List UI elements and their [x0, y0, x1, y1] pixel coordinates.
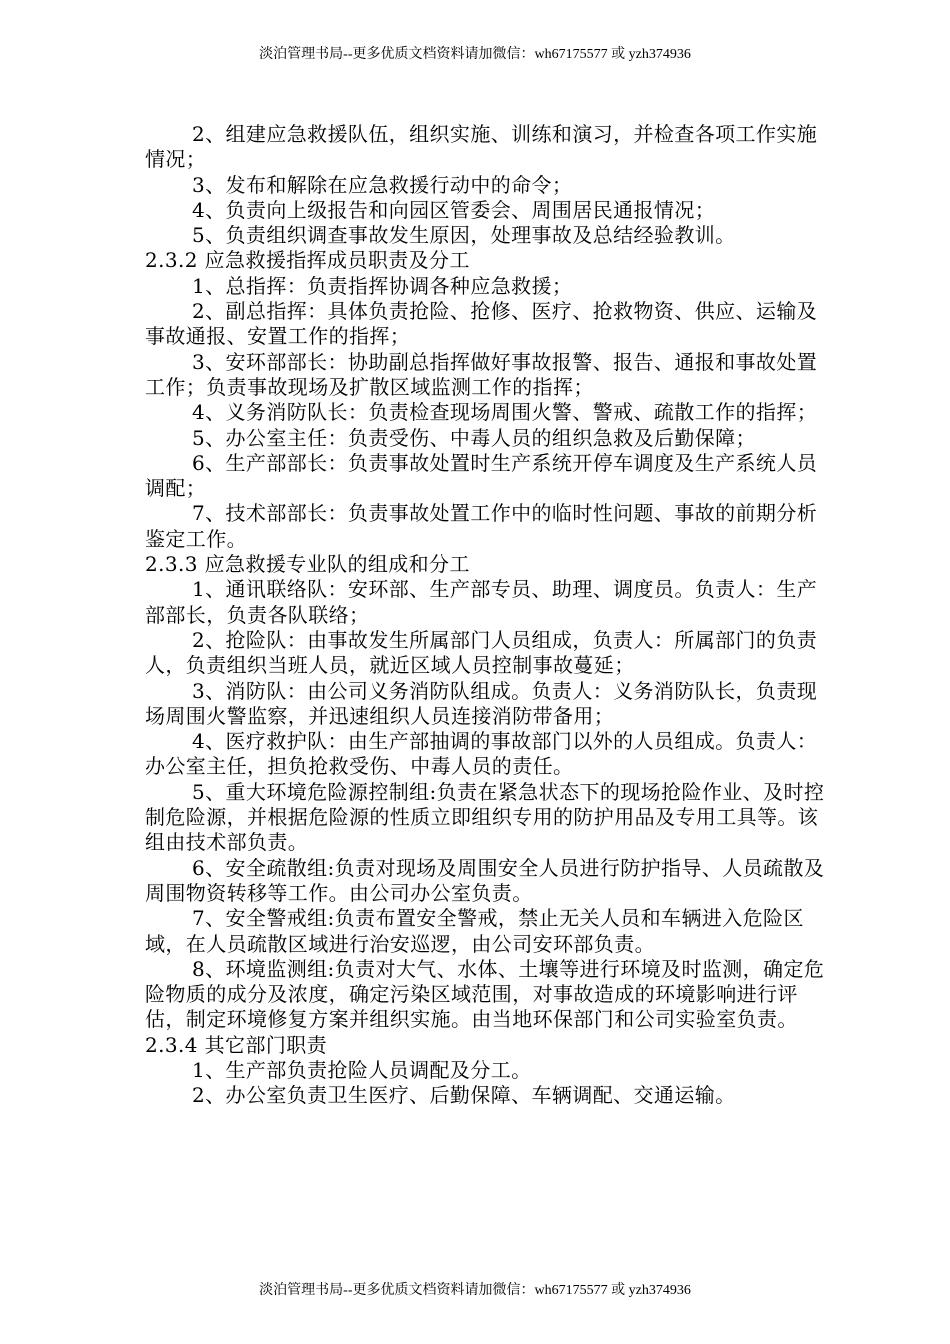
paragraph: 1、通讯联络队：安环部、生产部专员、助理、调度员。负责人：生产部部长，负责各队联络； — [145, 577, 818, 627]
paragraph: 2、抢险队：由事故发生所属部门人员组成，负责人：所属部门的负责人，负责组织当班人员，就近区域人员控制事故蔓延； — [145, 627, 818, 678]
section-heading: 2.3.4 其它部门职责 — [145, 1032, 328, 1057]
paragraph: 2、组建应急救援队伍，组织实施、训练和演习，并检查各项工作实施情况； — [145, 122, 818, 172]
paragraph: 2、副总指挥：具体负责抢险、抢修、医疗、抢救物资、供应、运输及事故通报、安置工作的指挥； — [145, 299, 818, 349]
section-heading: 2.3.3 应急救援专业队的组成和分工 — [145, 552, 470, 577]
paragraph: 1、生产部负责抢险人员调配及分工。 — [192, 1057, 532, 1082]
paragraph: 1、总指挥：负责指挥协调各种应急救援； — [192, 273, 573, 298]
page-footer: 淡泊管理书局--更多优质文档资料请加微信：wh67175577 或 yzh374936 — [259, 1283, 691, 1298]
paragraph: 5、办公室主任：负责受伤、中毒人员的组织急救及后勤保障； — [192, 425, 756, 450]
paragraph: 2、办公室负责卫生医疗、后勤保障、车辆调配、交通运输。 — [192, 1083, 736, 1108]
paragraph: 4、医疗救护队：由生产部抽调的事故部门以外的人员组成。负责人：办公室主任，担负抢救受伤、中毒人员的责任。 — [145, 729, 818, 779]
paragraph: 3、安环部部长：协助副总指挥做好事故报警、报告、通报和事故处置工作；负责事故现场及扩散区域监测工作的指挥； — [145, 349, 818, 399]
paragraph: 7、技术部部长：负责事故处置工作中的临时性问题、事故的前期分析鉴定工作。 — [145, 501, 818, 551]
paragraph: 5、重大环境危险源控制组:负责在紧急状态下的现场抢险作业、及时控制危险源，并根据危险源的性质立即组织专用的防护用品及专用工具等。该组由技术部负责。 — [145, 779, 825, 855]
paragraph: 4、义务消防队长：负责检查现场周围火警、警戒、疏散工作的指挥； — [192, 400, 818, 425]
paragraph: 8、环境监测组:负责对大气、水体、土壤等进行环境及时监测，确定危险物质的成分及浓度，确定污染区域范围，对事故造成的环境影响进行评估，制定环境修复方案并组织实施。由当地环保部门和公司实验室负责。 — [145, 956, 825, 1032]
paragraph: 5、负责组织调查事故发生原因，处理事故及总结经验教训。 — [192, 223, 736, 248]
paragraph: 6、安全疏散组:负责对现场及周围安全人员进行防护指导、人员疏散及周围物资转移等工作。由公司办公室负责。 — [145, 855, 825, 905]
paragraph: 7、安全警戒组:负责布置安全警戒，禁止无关人员和车辆进入危险区域，在人员疏散区域进行治安巡逻，由公司安环部负责。 — [145, 906, 804, 956]
paragraph: 3、消防队：由公司义务消防队组成。负责人：义务消防队长，负责现场周围火警监察，并迅速组织人员连接消防带备用； — [145, 678, 818, 728]
paragraph: 6、生产部部长：负责事故处置时生产系统开停车调度及生产系统人员调配； — [145, 450, 818, 501]
section-heading: 2.3.2 应急救援指挥成员职责及分工 — [145, 248, 470, 273]
paragraph: 3、发布和解除在应急救援行动中的命令； — [192, 172, 573, 197]
paragraph: 4、负责向上级报告和向园区管委会、周围居民通报情况； — [192, 197, 716, 222]
page-header: 淡泊管理书局--更多优质文档资料请加微信：wh67175577 或 yzh374936 — [259, 47, 691, 62]
document-body — [145, 122, 825, 1109]
